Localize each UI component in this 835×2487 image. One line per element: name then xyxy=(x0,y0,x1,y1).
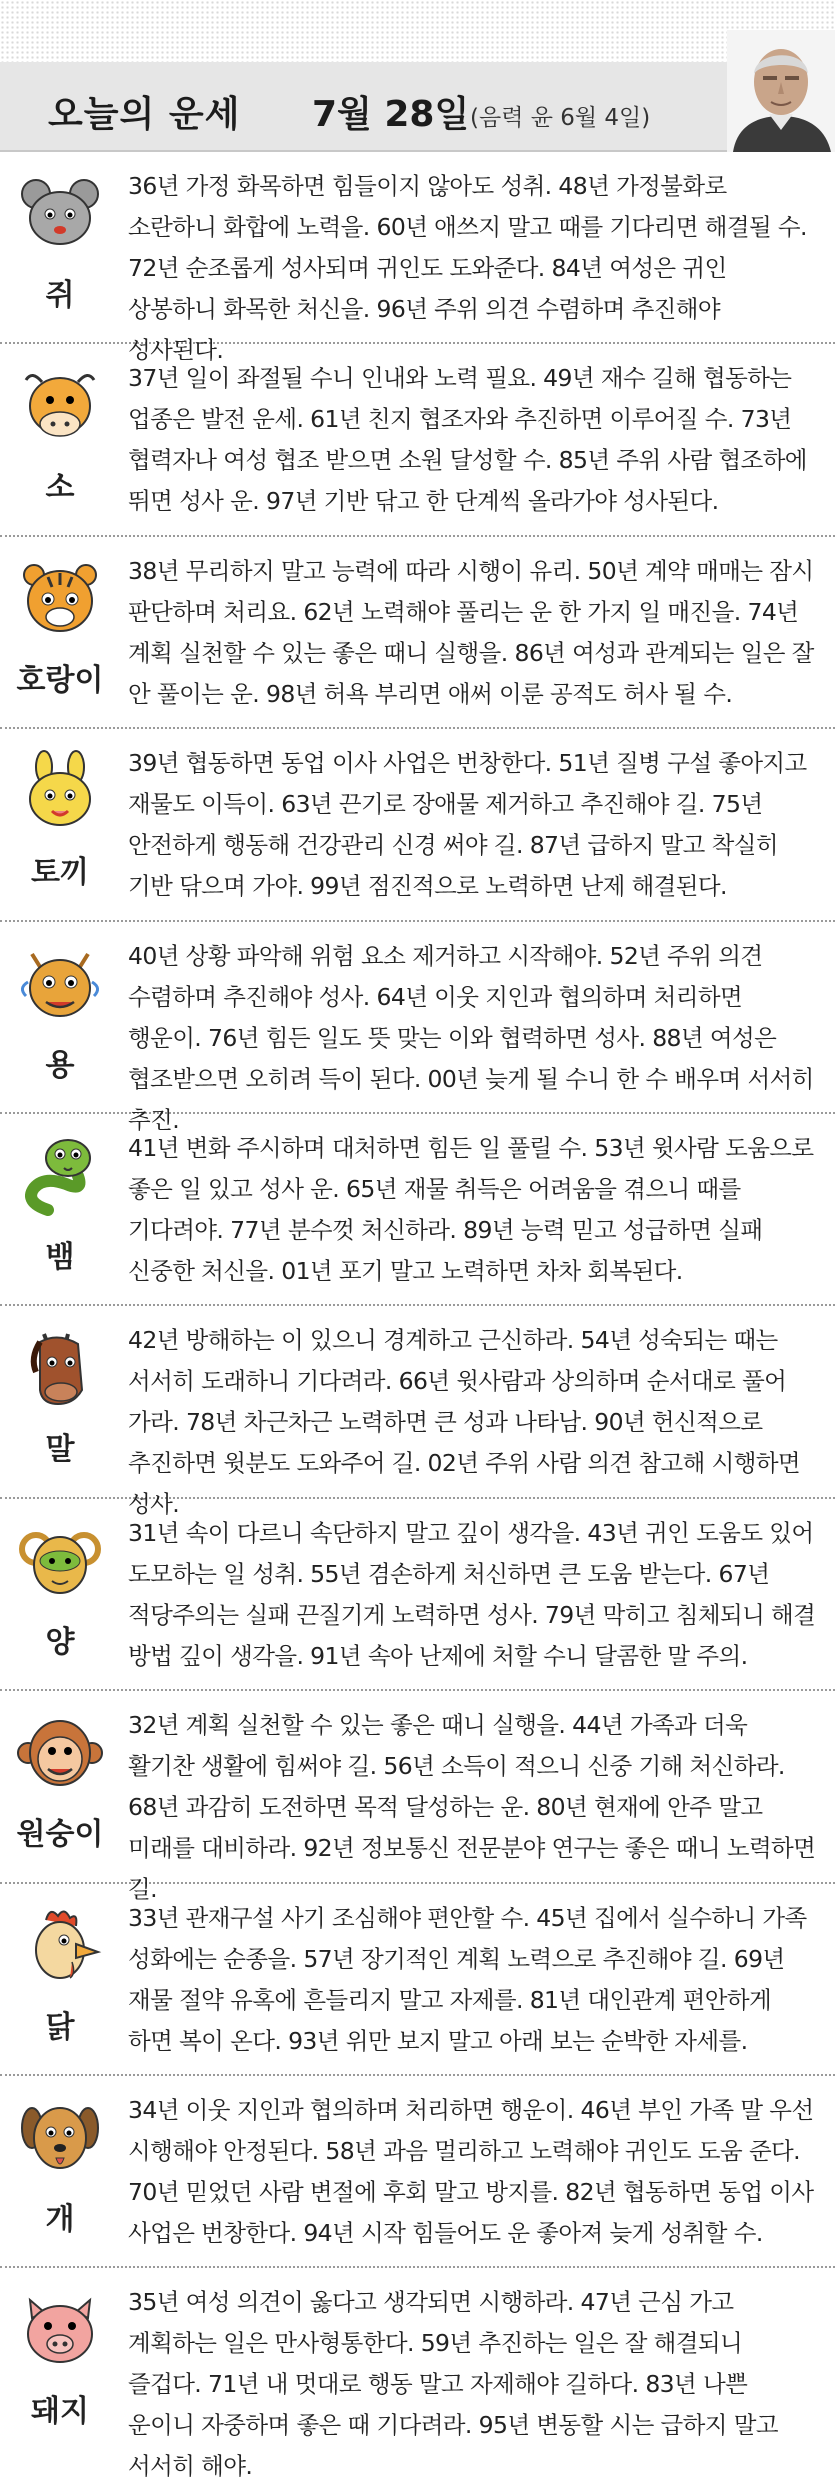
zodiac-name: 말 xyxy=(45,1432,75,1468)
zodiac-row-snake xyxy=(0,1114,835,1306)
ox-icon xyxy=(18,366,102,444)
fortune-text: 40년 상황 파악해 위험 요소 제거하고 시작해야. 52년 주위 의견 수렴하며 추진해야 성사. 64년 이웃 지인과 협의하며 처리하면 행운이. 76년 힘든 일도 뜻 맞는 이와 협력하면 성사. 88년 여성은 협조받으면 오히려 득이 된다. 00년 늦게 될 수니 한 수 배우며 서서히 추진. xyxy=(128,941,814,1134)
zodiac-name: 소 xyxy=(45,470,75,506)
zodiac-row-rooster xyxy=(0,1884,835,2076)
zodiac-name: 뱀 xyxy=(45,1239,75,1275)
zodiac-name: 호랑이 xyxy=(16,662,104,698)
header-dot-pattern xyxy=(0,0,835,62)
dragon-icon xyxy=(18,944,102,1022)
fortune-text: 39년 협동하면 동업 이사 사업은 번창한다. 51년 질병 구설 좋아지고 재물도 이득이. 63년 끈기로 장애물 제거하고 추진해야 길. 75년 안전하게 행동해 건강관리 신경 써야 길. 87년 급하지 말고 착실히 기반 닦으며 가야. 99년 점진적으로 노력하면 난제 해결된다. xyxy=(128,749,807,901)
horse-icon xyxy=(18,1328,102,1406)
fortune-text: 37년 일이 좌절될 수니 인내와 노력 필요. 49년 재수 길해 협동하는 업종은 발전 운세. 61년 친지 협조자와 추진하면 이루어질 수. 73년 협력자나 여성 협조 받으면 소원 달성할 수. 85년 주위 사람 협조하에 뛰면 성사 운. 97년 기반 닦고 한 단계씩 올라가야 성사된다. xyxy=(128,364,807,516)
rabbit-icon xyxy=(18,751,102,829)
rooster-icon xyxy=(18,1906,102,1984)
dog-icon xyxy=(18,2098,102,2176)
zodiac-row-pig xyxy=(0,2268,835,2481)
zodiac-name: 원숭이 xyxy=(16,1817,104,1853)
zodiac-name: 토끼 xyxy=(31,855,89,891)
fortune-text: 41년 변화 주시하며 대처하면 힘든 일 풀릴 수. 53년 윗사람 도움으로 좋은 일 있고 성사 운. 65년 재물 취득은 어려움을 겪으니 때를 기다려야. 77년 분수껏 처신하라. 89년 능력 믿고 성급하면 실패 신중한 처신을. 01년 포기 말고 노력하면 차차 회복된다. xyxy=(128,1133,814,1285)
zodiac-row-rabbit xyxy=(0,729,835,921)
fortune-text: 31년 속이 다르니 속단하지 말고 깊이 생각을. 43년 귀인 도움도 있어 도모하는 일 성취. 55년 겸손하게 처신하면 큰 도움 받는다. 67년 적당주의는 실패 끈질기게 노력하면 성사. 79년 막히고 침체되니 해결 방법 깊이 생각을. 91년 속아 난제에 처할 수니 달콤한 말 주의. xyxy=(128,1518,816,1670)
author-portrait xyxy=(727,30,835,152)
lunar-date: (음력 윤 6월 4일) xyxy=(470,105,651,131)
fortune-text: 38년 무리하지 말고 능력에 따라 시행이 유리. 50년 계약 매매는 잠시 판단하며 처리요. 62년 노력해야 풀리는 운 한 가지 일 매진을. 74년 계획 실천할 수 있는 좋은 때니 실행을. 86년 여성과 관계되는 일은 잘 안 풀이는 운. 98년 허욕 부리면 애써 이룬 공적도 허사 될 수. xyxy=(128,556,814,708)
fortune-text: 35년 여성 의견이 옳다고 생각되면 시행하라. 47년 근심 가고 계획하는 일은 만사형통한다. 59년 추진하는 일은 잘 해결되니 즐겁다. 71년 내 멋대로 행동 말고 자제해야 길하다. 83년 나쁜 운이니 자중하며 좋은 때 기다려라. 95년 변동할 시는 급하지 말고 서서히 해야. xyxy=(128,2288,778,2481)
zodiac-row-rat xyxy=(0,152,835,364)
tiger-icon xyxy=(18,559,102,637)
zodiac-row-sheep xyxy=(0,1499,835,1691)
zodiac-name: 돼지 xyxy=(31,2394,89,2430)
fortune-text: 36년 가정 화목하면 힘들이지 않아도 성취. 48년 가정불화로 소란하니 화합에 노력을. 60년 애쓰지 말고 때를 기다리면 해결될 수. 72년 순조롭게 성사되며 귀인도 도와준다. 84년 여성은 귀인 상봉하니 화목한 처신을. 96년 주위 의견 수렴하며 추진해야 성사된다. xyxy=(128,172,807,364)
zodiac-name: 용 xyxy=(45,1047,75,1083)
zodiac-name: 쥐 xyxy=(45,278,75,313)
zodiac-name: 양 xyxy=(45,1624,75,1660)
zodiac-row-tiger xyxy=(0,537,835,729)
header-bar xyxy=(0,62,835,152)
fortune-text: 32년 계획 실천할 수 있는 좋은 때니 실행을. 44년 가족과 더욱 활기찬 생활에 힘써야 길. 56년 소득이 적으니 신중 기해 처신하라. 68년 과감히 도전하면 목적 달성하는 운. 80년 현재에 안주 말고 미래를 대비하라. 92년 정보통신 전문분야 연구는 좋은 때니 노력하면 길. xyxy=(128,1711,816,1904)
fortune-text: 33년 관재구설 사기 조심해야 편안할 수. 45년 집에서 실수하니 가족 성화에는 순종을. 57년 장기적인 계획 노력으로 추진해야 길. 69년 재물 절약 유혹에 흔들리지 말고 자제를. 81년 대인관계 편안하게 하면 복이 온다. 93년 위만 보지 말고 아래 보는 순박한 자세를. xyxy=(128,1903,807,2055)
snake-icon xyxy=(18,1136,102,1214)
zodiac-row-dog xyxy=(0,2076,835,2268)
zodiac-name: 개 xyxy=(45,2201,75,2237)
zodiac-row-monkey xyxy=(0,1691,835,1904)
rat-icon xyxy=(18,174,102,252)
page-title: 오늘의 운세 xyxy=(48,94,241,135)
fortune-text: 34년 이웃 지인과 협의하며 처리하면 행운이. 46년 부인 가족 말 우선 시행해야 안정된다. 58년 과음 멀리하고 노력해야 귀인도 도움 준다. 70년 믿었던 사람 변절에 후회 말고 방지를. 82년 협동하면 동업 이사 사업은 번창한다. 94년 시작 힘들어도 운 좋아져 늦게 성취할 수. xyxy=(128,2095,814,2247)
zodiac-row-ox xyxy=(0,344,835,536)
sheep-icon xyxy=(18,1521,102,1599)
fortune-date: 7월 28일 xyxy=(312,94,470,135)
monkey-icon xyxy=(18,1713,102,1791)
fortune-text: 42년 방해하는 이 있으니 경계하고 근신하라. 54년 성숙되는 때는 서서히 도래하니 기다려라. 66년 윗사람과 상의하며 순서대로 풀어 가라. 78년 차근차근 노력하면 큰 성과 나타남. 90년 헌신적으로 추진하면 윗분도 도와주어 길. 02년 주위 사람 의견 참고해 시행하면 성사. xyxy=(128,1326,801,1519)
zodiac-row-dragon xyxy=(0,922,835,1134)
pig-icon xyxy=(18,2290,102,2368)
zodiac-row-horse xyxy=(0,1306,835,1519)
zodiac-name: 닭 xyxy=(45,2009,75,2045)
